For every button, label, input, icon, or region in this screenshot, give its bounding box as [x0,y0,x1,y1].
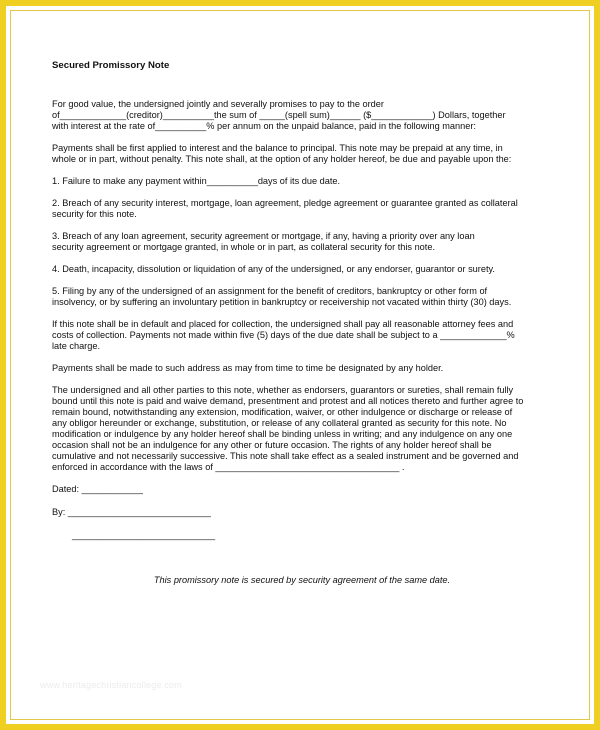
text-line: any obligor hereunder or exchange, substitution, or release of any collateral granted as security for this note. No [52,418,507,428]
signature-line-second: ____________________________ [72,530,216,540]
list-item [52,264,552,275]
text-line: Payments shall be made to such address as may from time to time be designated by any holder. [52,363,444,373]
signature-line: By: ____________________________ [52,507,211,517]
text-line: 5. Filing by any of the undersigned of an assignment for the benefit of creditors, bankruptcy or other form of [52,286,488,296]
text-line: cumulative and not necessarily successive. This note shall take effect as a sealed instrument and be governed and [52,451,519,461]
payments-paragraph [52,143,552,165]
default-paragraph [52,319,552,352]
intro-paragraph [52,99,552,132]
text-line: If this note shall be in default and placed for collection, the undersigned shall pay all reasonable attorney fees and [52,319,514,329]
text-line: costs of collection. Payments not made within five (5) days of the due date shall be subject to a _____________% [52,330,515,340]
text-line: insolvency, or by suffering an involuntary petition in bankruptcy or receivership not vacated within thirty (30) days. [52,297,512,307]
list-item [52,231,552,253]
list-item [52,176,552,187]
security-agreement-note: This promissory note is secured by security agreement of the same date. [153,575,451,585]
waiver-paragraph [52,385,552,473]
text-line: For good value, the undersigned jointly and severally promises to pay to the order [52,99,384,109]
text-line: enforced in accordance with the laws of ____________________________________ . [52,462,405,472]
text-line: 1. Failure to make any payment within__________days of its due date. [52,176,341,186]
text-line: 4. Death, incapacity, dissolution or liquidation of any of the undersigned, or any endorser, guarantor or surety. [52,264,495,274]
dated-line: Dated: ____________ [52,484,143,494]
address-paragraph [52,363,552,374]
text-line: occasion shall not be an indulgence for any other or future occasion. The rights of any holder hereof shall be [52,440,492,450]
list-item [52,198,552,220]
text-line: 2. Breach of any security interest, mortgage, loan agreement, pledge agreement or guarantee granted as collateral [52,198,518,208]
text-line: Payments shall be first applied to interest and the balance to principal. This note may be prepaid at any time, in [52,143,503,153]
text-line: modification or indulgence by any holder hereof shall be binding unless in writing; and any indulgence on any one [52,429,513,439]
text-line: remain bound, notwithstanding any extension, modification, waiver, or other indulgence or discharge or release of [52,407,513,417]
text-line: 3. Breach of any loan agreement, security agreement or mortgage, if any, having a priority over any loan [52,231,475,241]
text-line: late charge. [52,341,101,351]
text-line: with interest at the rate of__________% per annum on the unpaid balance, paid in the following manner: [52,121,476,131]
text-line: bound until this note is paid and waive demand, presentment and protest and all notices thereto and further agree to [52,396,524,406]
list-item [52,286,552,308]
text-line: security agreement or mortgage granted, in whole or in part, as collateral security for this note. [52,242,435,252]
text-line: The undersigned and all other parties to this note, whether as endorsers, guarantors or sureties, shall remain fully [52,385,514,395]
promissory-note-document [52,60,552,586]
text-line: of_____________(creditor)__________the sum of _____(spell sum)______ ($____________) Dollars, together [52,110,506,120]
watermark: www.heritagechristiancollege.com [40,680,182,690]
text-line: security for this note. [52,209,137,219]
text-line: whole or in part, without penalty. This note shall, at the option of any holder hereof, be due and payable upon the: [52,154,512,164]
document-title: Secured Promissory Note [52,60,170,71]
